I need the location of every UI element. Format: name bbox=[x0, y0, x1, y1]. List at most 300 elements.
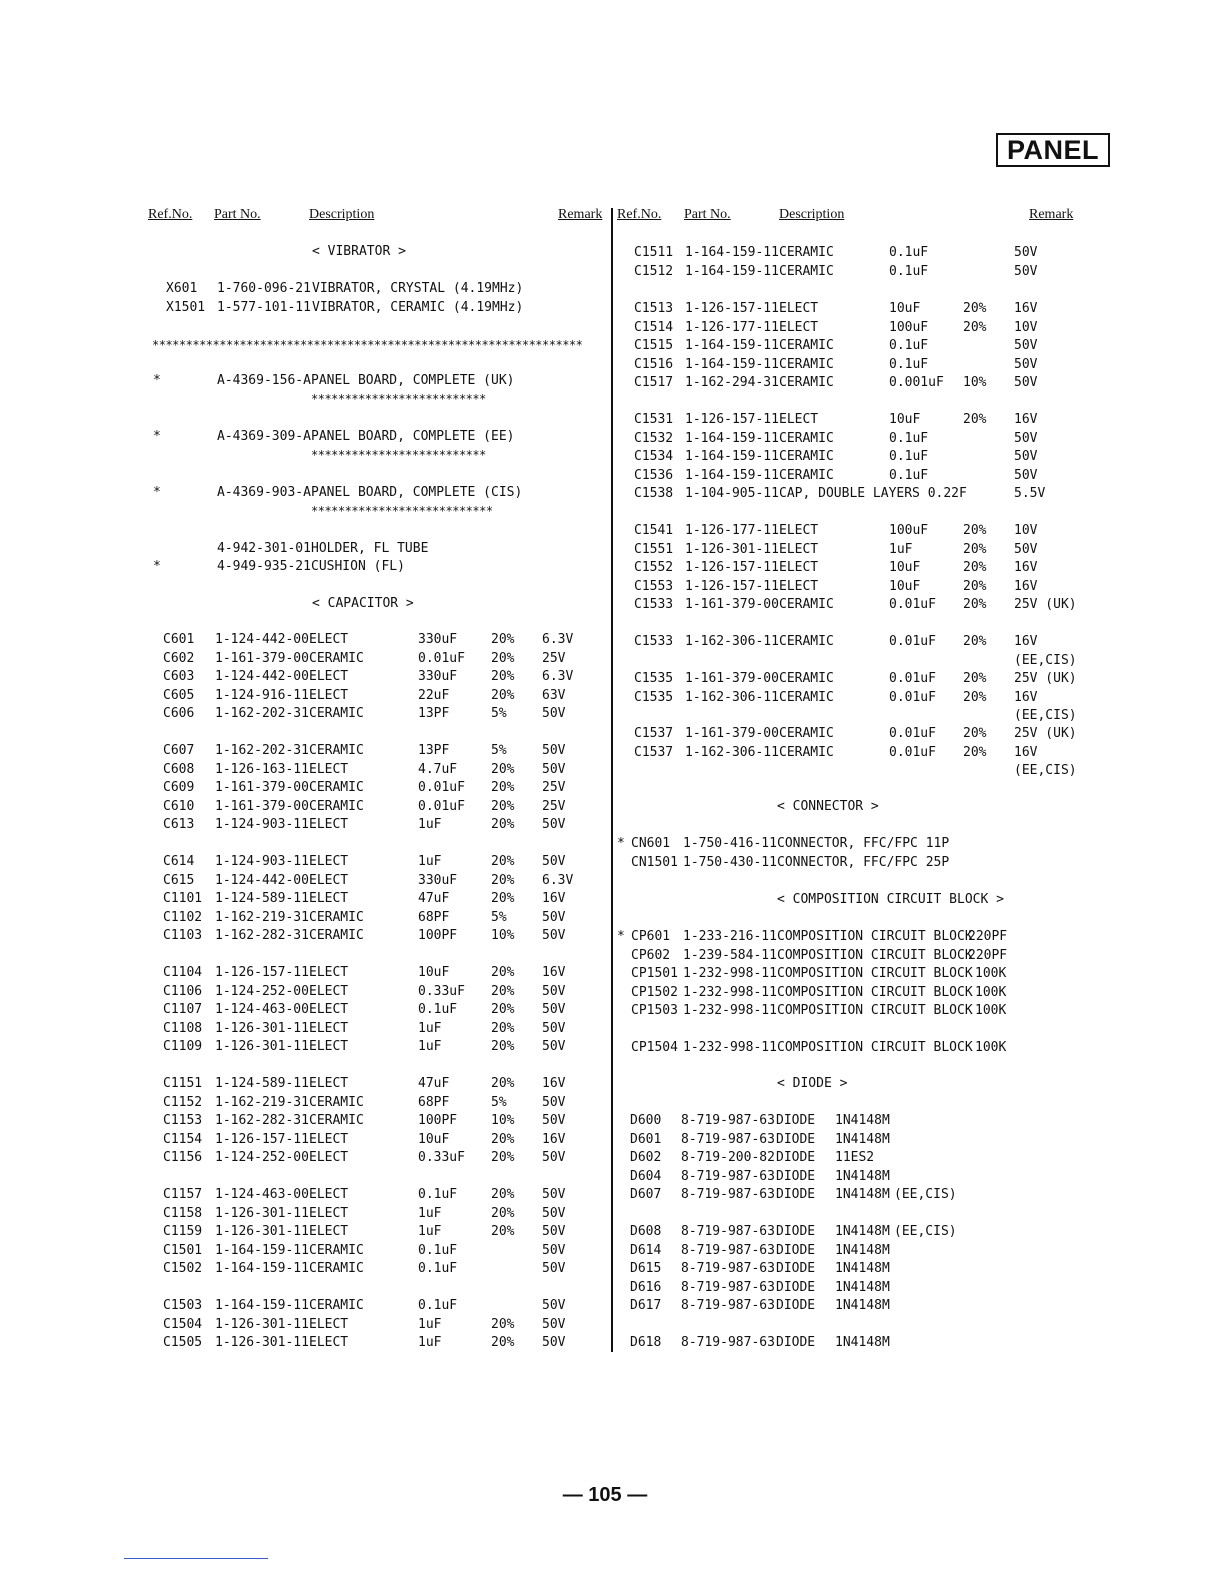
part-no: 1-750-430-11 bbox=[683, 854, 777, 870]
ref-no: C1505 bbox=[163, 1335, 203, 1350]
tolerance: 20% bbox=[963, 319, 987, 335]
ref-no: CP1502 bbox=[631, 984, 678, 1000]
ref-no: C607 bbox=[163, 743, 195, 758]
part-no: 1-161-379-00 bbox=[685, 726, 779, 741]
value: 0.1uF bbox=[418, 1187, 458, 1202]
tolerance: 20% bbox=[963, 541, 987, 557]
value: 68PF bbox=[418, 1094, 450, 1110]
value: 1N4148M bbox=[835, 1113, 890, 1128]
value: 1N4148M bbox=[835, 1242, 890, 1258]
ref-no: C1532 bbox=[634, 430, 674, 446]
value: 10uF bbox=[889, 578, 921, 594]
description: ELECT bbox=[309, 1131, 349, 1147]
description: CERAMIC bbox=[309, 1094, 364, 1110]
remark: 16V bbox=[542, 965, 566, 980]
ref-no: C602 bbox=[163, 650, 195, 666]
ref-no: X601 bbox=[166, 281, 198, 296]
ref-no: D615 bbox=[630, 1261, 662, 1276]
remark: 25V bbox=[542, 798, 566, 814]
ref-no: C1537 bbox=[634, 726, 674, 741]
tolerance: 20% bbox=[491, 650, 515, 666]
ref-no: C613 bbox=[163, 817, 195, 832]
section-connector: < CONNECTOR > bbox=[777, 799, 879, 814]
part-no: 1-239-584-11 bbox=[683, 947, 777, 963]
description: CERAMIC bbox=[779, 597, 834, 612]
value: 100uF bbox=[889, 319, 929, 335]
remark: 50V bbox=[542, 909, 566, 925]
header-ref-right: Ref.No. bbox=[617, 207, 662, 222]
ref-no: C1108 bbox=[163, 1020, 203, 1036]
description: CERAMIC bbox=[309, 1298, 364, 1313]
tolerance: 20% bbox=[963, 412, 987, 427]
description: ELECT bbox=[309, 761, 349, 777]
part-no: 1-126-301-11 bbox=[215, 1224, 309, 1239]
value: 1uF bbox=[418, 817, 442, 832]
description: CERAMIC bbox=[779, 467, 834, 483]
description: CONNECTOR, FFC/FPC 25P bbox=[777, 854, 950, 870]
part-no: 1-126-301-11 bbox=[215, 1205, 309, 1221]
remark: 16V bbox=[1014, 578, 1038, 594]
ref-no: C1107 bbox=[163, 1002, 203, 1017]
part-no: 8-719-987-63 bbox=[681, 1279, 775, 1295]
ref-no: C601 bbox=[163, 632, 195, 647]
remark: 50V bbox=[1014, 467, 1038, 483]
remark: 25V (UK) bbox=[1014, 726, 1077, 741]
value: 0.1uF bbox=[418, 1242, 458, 1258]
value: 100uF bbox=[889, 523, 929, 538]
header-desc-right: Description bbox=[779, 207, 845, 222]
description: ELECT bbox=[779, 319, 819, 335]
ref-no: C609 bbox=[163, 780, 195, 795]
value: 0.01uF bbox=[889, 726, 936, 741]
remark: 10V bbox=[1014, 523, 1038, 538]
description: CERAMIC bbox=[779, 449, 834, 464]
value: 13PF bbox=[418, 706, 450, 721]
remark: 16V bbox=[1014, 689, 1038, 705]
ref-no: D608 bbox=[630, 1224, 662, 1239]
part-no: 1-126-301-11 bbox=[215, 1316, 309, 1332]
tolerance: 20% bbox=[491, 1039, 515, 1054]
header-ref-left: Ref.No. bbox=[148, 207, 193, 222]
description: VIBRATOR, CRYSTAL (4.19MHz) bbox=[312, 281, 524, 296]
ref-no: C1531 bbox=[634, 412, 674, 427]
ref-no: C1504 bbox=[163, 1316, 203, 1332]
remark: 16V bbox=[542, 1076, 566, 1091]
remark: 6.3V bbox=[542, 632, 574, 647]
part-no: 4-942-301-01 bbox=[217, 541, 311, 556]
remark: 50V bbox=[542, 1335, 566, 1350]
part-no: 1-164-159-11 bbox=[685, 263, 779, 279]
part-no: 1-232-998-11 bbox=[683, 966, 777, 981]
remark: 25V (UK) bbox=[1014, 597, 1077, 612]
description: CERAMIC bbox=[309, 780, 364, 795]
value: 1N4148M bbox=[835, 1224, 890, 1239]
value: 0.1uF bbox=[889, 356, 929, 372]
description: CERAMIC bbox=[779, 245, 834, 260]
description: CONNECTOR, FFC/FPC 11P bbox=[777, 836, 950, 851]
tolerance: 20% bbox=[491, 687, 515, 703]
part-no: 1-162-306-11 bbox=[685, 744, 779, 760]
value: 22uF bbox=[418, 687, 450, 703]
tolerance: 5% bbox=[491, 909, 507, 925]
section-vibrator: < VIBRATOR > bbox=[312, 244, 406, 259]
value: 1uF bbox=[418, 854, 442, 869]
part-no: 8-719-987-63 bbox=[681, 1168, 775, 1184]
remark: 50V bbox=[542, 817, 566, 832]
part-no: 1-164-159-11 bbox=[685, 245, 779, 260]
ref-no: C1538 bbox=[634, 486, 674, 501]
part-no: 1-164-159-11 bbox=[685, 430, 779, 446]
ref-no: C1537 bbox=[634, 744, 674, 760]
value: 100K bbox=[975, 1040, 1007, 1055]
part-no: 1-124-903-11 bbox=[215, 817, 309, 832]
part-no: 1-161-379-00 bbox=[215, 650, 309, 666]
description: PANEL BOARD, COMPLETE (CIS) bbox=[311, 485, 523, 500]
remark: 50V bbox=[542, 761, 566, 777]
part-no: 1-126-301-11 bbox=[685, 541, 779, 557]
part-no: 1-124-442-00 bbox=[215, 669, 309, 684]
tolerance: 20% bbox=[963, 744, 987, 760]
board-underline-stars: *************************** bbox=[311, 504, 493, 518]
value: 100PF bbox=[418, 928, 458, 943]
ref-no: CN1501 bbox=[631, 854, 678, 870]
ref-no: D601 bbox=[630, 1131, 662, 1147]
header-part-left: Part No. bbox=[214, 207, 261, 222]
column-divider bbox=[611, 208, 613, 1352]
value: 100K bbox=[975, 984, 1007, 1000]
ref-no: D614 bbox=[630, 1242, 662, 1258]
part-no: 1-124-463-00 bbox=[215, 1187, 309, 1202]
description: CERAMIC bbox=[309, 1261, 364, 1276]
remark: 50V bbox=[542, 1113, 566, 1128]
footer-rule bbox=[124, 1558, 268, 1559]
part-no: 1-124-589-11 bbox=[215, 1076, 309, 1091]
remark: 50V bbox=[1014, 356, 1038, 372]
ref-no: C606 bbox=[163, 706, 195, 721]
value: 220PF bbox=[968, 947, 1008, 963]
page-number: — 105 — bbox=[562, 1484, 648, 1506]
remark: 50V bbox=[542, 1150, 566, 1165]
part-no: 8-719-987-63 bbox=[681, 1224, 775, 1239]
part-no: 1-162-219-31 bbox=[215, 909, 309, 925]
description: ELECT bbox=[309, 1335, 349, 1350]
value: 47uF bbox=[418, 891, 450, 906]
value: 0.01uF bbox=[418, 780, 465, 795]
remark: 50V bbox=[542, 1316, 566, 1332]
safety-mark: * bbox=[153, 559, 161, 574]
description: COMPOSITION CIRCUIT BLOCK bbox=[777, 929, 973, 944]
description: ELECT bbox=[309, 965, 349, 980]
part-no: 1-162-282-31 bbox=[215, 928, 309, 943]
tolerance: 20% bbox=[491, 1131, 515, 1147]
value: 0.33uF bbox=[418, 983, 465, 999]
part-no: 1-164-159-11 bbox=[685, 449, 779, 464]
tolerance: 20% bbox=[491, 1002, 515, 1017]
tolerance: 20% bbox=[491, 1020, 515, 1036]
remark: 25V bbox=[542, 780, 566, 795]
part-no: 8-719-987-63 bbox=[681, 1113, 775, 1128]
part-no: 1-126-301-11 bbox=[215, 1335, 309, 1350]
ref-no: C605 bbox=[163, 687, 195, 703]
description: CERAMIC bbox=[779, 375, 834, 390]
ref-no: C1552 bbox=[634, 560, 674, 575]
part-no: 1-162-294-31 bbox=[685, 375, 779, 390]
board-underline-stars: ************************** bbox=[311, 392, 486, 406]
ref-no: C614 bbox=[163, 854, 195, 869]
remark: 16V bbox=[1014, 412, 1038, 427]
part-no: 1-164-159-11 bbox=[215, 1242, 309, 1258]
description: DIODE bbox=[776, 1150, 816, 1165]
ref-no: C1534 bbox=[634, 449, 674, 464]
part-no: 1-126-301-11 bbox=[215, 1020, 309, 1036]
description: CERAMIC bbox=[309, 909, 364, 925]
tolerance: 20% bbox=[963, 689, 987, 705]
section-diode: < DIODE > bbox=[777, 1076, 848, 1091]
header-part-right: Part No. bbox=[684, 207, 731, 222]
tolerance: 20% bbox=[491, 891, 515, 906]
ref-no: C1512 bbox=[634, 263, 674, 279]
part-no: 1-162-306-11 bbox=[685, 689, 779, 705]
value: 10uF bbox=[889, 301, 921, 316]
remark: 50V bbox=[1014, 263, 1038, 279]
tolerance: 20% bbox=[491, 1187, 515, 1202]
safety-mark: * bbox=[153, 373, 161, 388]
part-no: 1-126-157-11 bbox=[215, 965, 309, 980]
description: ELECT bbox=[309, 1039, 349, 1054]
part-no: 8-719-987-63 bbox=[681, 1261, 775, 1276]
description: DIODE bbox=[776, 1242, 816, 1258]
description: CERAMIC bbox=[309, 743, 364, 758]
description: CERAMIC bbox=[779, 430, 834, 446]
description: ELECT bbox=[779, 541, 819, 557]
remark: (EE,CIS) bbox=[894, 1224, 957, 1239]
section-capacitor: < CAPACITOR > bbox=[312, 596, 414, 611]
description: CERAMIC bbox=[779, 634, 834, 649]
part-no: 1-104-905-11 bbox=[685, 486, 779, 501]
description: CERAMIC bbox=[779, 263, 834, 279]
tolerance: 20% bbox=[491, 1076, 515, 1091]
value: 0.01uF bbox=[889, 744, 936, 760]
description: DIODE bbox=[776, 1279, 816, 1295]
remark: 50V bbox=[1014, 245, 1038, 260]
tolerance: 20% bbox=[963, 634, 987, 649]
part-no: 8-719-987-63 bbox=[681, 1242, 775, 1258]
ref-no: CP1504 bbox=[631, 1040, 678, 1055]
value: 330uF bbox=[418, 872, 458, 888]
safety-mark: * bbox=[617, 836, 625, 851]
ref-no: CP602 bbox=[631, 947, 671, 963]
ref-no: C608 bbox=[163, 761, 195, 777]
remark: 25V bbox=[542, 650, 566, 666]
description: VIBRATOR, CERAMIC (4.19MHz) bbox=[312, 299, 524, 315]
description: ELECT bbox=[309, 1205, 349, 1221]
panel-badge: PANEL bbox=[996, 133, 1110, 167]
remark: 10V bbox=[1014, 319, 1038, 335]
remark: 16V bbox=[1014, 744, 1038, 760]
description: ELECT bbox=[309, 632, 349, 647]
description: CAP, DOUBLE LAYERS 0.22F bbox=[779, 486, 967, 501]
description: PANEL BOARD, COMPLETE (UK) bbox=[311, 373, 515, 388]
value: 47uF bbox=[418, 1076, 450, 1091]
value: 10uF bbox=[418, 1131, 450, 1147]
remark: 50V bbox=[542, 983, 566, 999]
value: 0.1uF bbox=[418, 1298, 458, 1313]
part-no: 1-124-916-11 bbox=[215, 687, 309, 703]
remark: 50V bbox=[542, 1002, 566, 1017]
tolerance: 10% bbox=[491, 928, 515, 943]
description: DIODE bbox=[776, 1131, 816, 1147]
tolerance: 20% bbox=[491, 632, 515, 647]
part-no: 1-162-219-31 bbox=[215, 1094, 309, 1110]
part-no: 8-719-987-63 bbox=[681, 1298, 775, 1313]
ref-no: D618 bbox=[630, 1335, 662, 1350]
part-no: 8-719-987-63 bbox=[681, 1187, 775, 1202]
tolerance: 20% bbox=[963, 301, 987, 316]
part-no: 1-164-159-11 bbox=[685, 338, 779, 353]
description: DIODE bbox=[776, 1187, 816, 1202]
description: CERAMIC bbox=[779, 356, 834, 372]
value: 1N4148M bbox=[835, 1335, 890, 1350]
ref-no: C1541 bbox=[634, 523, 674, 538]
description: ELECT bbox=[309, 1187, 349, 1202]
ref-no: CP1503 bbox=[631, 1003, 678, 1018]
value: 1N4148M bbox=[835, 1279, 890, 1295]
value: 13PF bbox=[418, 743, 450, 758]
part-no: 1-126-157-11 bbox=[215, 1131, 309, 1147]
value: 10uF bbox=[889, 412, 921, 427]
description: CERAMIC bbox=[779, 744, 834, 760]
part-no: 1-162-282-31 bbox=[215, 1113, 309, 1128]
tolerance: 10% bbox=[491, 1113, 515, 1128]
description: CERAMIC bbox=[309, 650, 364, 666]
part-no: 1-577-101-11 bbox=[217, 299, 311, 315]
tolerance: 10% bbox=[963, 375, 987, 390]
ref-no: C1513 bbox=[634, 301, 674, 316]
safety-mark: * bbox=[617, 929, 625, 944]
description: CERAMIC bbox=[779, 726, 834, 741]
part-no: 1-760-096-21 bbox=[217, 281, 311, 296]
remark: 50V bbox=[542, 1298, 566, 1313]
part-no: 1-161-379-00 bbox=[685, 597, 779, 612]
part-no: 1-162-202-31 bbox=[215, 706, 309, 721]
tolerance: 20% bbox=[491, 854, 515, 869]
value: 0.01uF bbox=[418, 798, 465, 814]
value: 0.1uF bbox=[889, 338, 929, 353]
remark: 50V bbox=[1014, 430, 1038, 446]
description: ELECT bbox=[309, 1002, 349, 1017]
part-no: 8-719-200-82 bbox=[681, 1150, 775, 1165]
value: 4.7uF bbox=[418, 761, 458, 777]
safety-mark: * bbox=[153, 429, 161, 444]
remark: 50V bbox=[542, 706, 566, 721]
ref-no: C1536 bbox=[634, 467, 674, 483]
part-no: 1-124-252-00 bbox=[215, 1150, 309, 1165]
ref-no: C1535 bbox=[634, 689, 674, 705]
part-no: 1-126-301-11 bbox=[215, 1039, 309, 1054]
description: ELECT bbox=[309, 1316, 349, 1332]
ref-no: C615 bbox=[163, 872, 195, 888]
ref-no: D604 bbox=[630, 1168, 662, 1184]
ref-no: C1501 bbox=[163, 1242, 203, 1258]
value: 1N4148M bbox=[835, 1261, 890, 1276]
part-no: 1-126-157-11 bbox=[685, 560, 779, 575]
part-no: 1-126-157-11 bbox=[685, 412, 779, 427]
part-no: 1-164-159-11 bbox=[685, 467, 779, 483]
value: 0.01uF bbox=[889, 597, 936, 612]
remark: 16V bbox=[542, 1131, 566, 1147]
ref-no: C1533 bbox=[634, 597, 674, 612]
remark: (EE,CIS) bbox=[1014, 652, 1077, 668]
part-no: 1-161-379-00 bbox=[685, 671, 779, 686]
tolerance: 20% bbox=[963, 597, 987, 612]
description: PANEL BOARD, COMPLETE (EE) bbox=[311, 429, 515, 444]
ref-no: C1154 bbox=[163, 1131, 203, 1147]
ref-no: C1104 bbox=[163, 965, 203, 980]
value: 0.1uF bbox=[418, 1002, 458, 1017]
remark: 50V bbox=[1014, 375, 1038, 390]
tolerance: 20% bbox=[491, 780, 515, 795]
description: COMPOSITION CIRCUIT BLOCK bbox=[777, 1003, 973, 1018]
description: ELECT bbox=[309, 983, 349, 999]
remark: 50V bbox=[542, 1205, 566, 1221]
part-no: 1-162-306-11 bbox=[685, 634, 779, 649]
tolerance: 20% bbox=[491, 1316, 515, 1332]
description: DIODE bbox=[776, 1298, 816, 1313]
tolerance: 20% bbox=[491, 798, 515, 814]
tolerance: 20% bbox=[963, 671, 987, 686]
description: ELECT bbox=[309, 854, 349, 869]
remark: 50V bbox=[542, 1020, 566, 1036]
tolerance: 20% bbox=[491, 669, 515, 684]
remark: (EE,CIS) bbox=[1014, 763, 1077, 778]
value: 1N4148M bbox=[835, 1187, 890, 1202]
ref-no: C1535 bbox=[634, 671, 674, 686]
tolerance: 20% bbox=[963, 560, 987, 575]
ref-no: C603 bbox=[163, 669, 195, 684]
ref-no: D600 bbox=[630, 1113, 662, 1128]
description: ELECT bbox=[779, 578, 819, 594]
value: 0.1uF bbox=[889, 467, 929, 483]
value: 100K bbox=[975, 1003, 1007, 1018]
ref-no: C1153 bbox=[163, 1113, 203, 1128]
description: ELECT bbox=[309, 817, 349, 832]
value: 1uF bbox=[889, 541, 913, 557]
tolerance: 20% bbox=[491, 761, 515, 777]
ref-no: C1514 bbox=[634, 319, 674, 335]
description: CERAMIC bbox=[309, 1242, 364, 1258]
description: DIODE bbox=[776, 1168, 816, 1184]
description: CERAMIC bbox=[309, 1113, 364, 1128]
part-no: 1-164-159-11 bbox=[215, 1261, 309, 1276]
description: CERAMIC bbox=[779, 689, 834, 705]
ref-no: C1516 bbox=[634, 356, 674, 372]
description: COMPOSITION CIRCUIT BLOCK bbox=[777, 1040, 973, 1055]
part-no: 1-124-589-11 bbox=[215, 891, 309, 906]
description: CUSHION (FL) bbox=[311, 559, 405, 574]
part-no: 1-161-379-00 bbox=[215, 780, 309, 795]
remark: 6.3V bbox=[542, 872, 574, 888]
tolerance: 5% bbox=[491, 743, 507, 758]
description: COMPOSITION CIRCUIT BLOCK bbox=[777, 966, 973, 981]
value: 0.01uF bbox=[889, 671, 936, 686]
part-no: 1-126-157-11 bbox=[685, 301, 779, 316]
description: CERAMIC bbox=[309, 798, 364, 814]
remark: 50V bbox=[542, 1261, 566, 1276]
value: 0.1uF bbox=[889, 245, 929, 260]
value: 1uF bbox=[418, 1039, 442, 1054]
value: 1uF bbox=[418, 1224, 442, 1239]
value: 1uF bbox=[418, 1020, 442, 1036]
